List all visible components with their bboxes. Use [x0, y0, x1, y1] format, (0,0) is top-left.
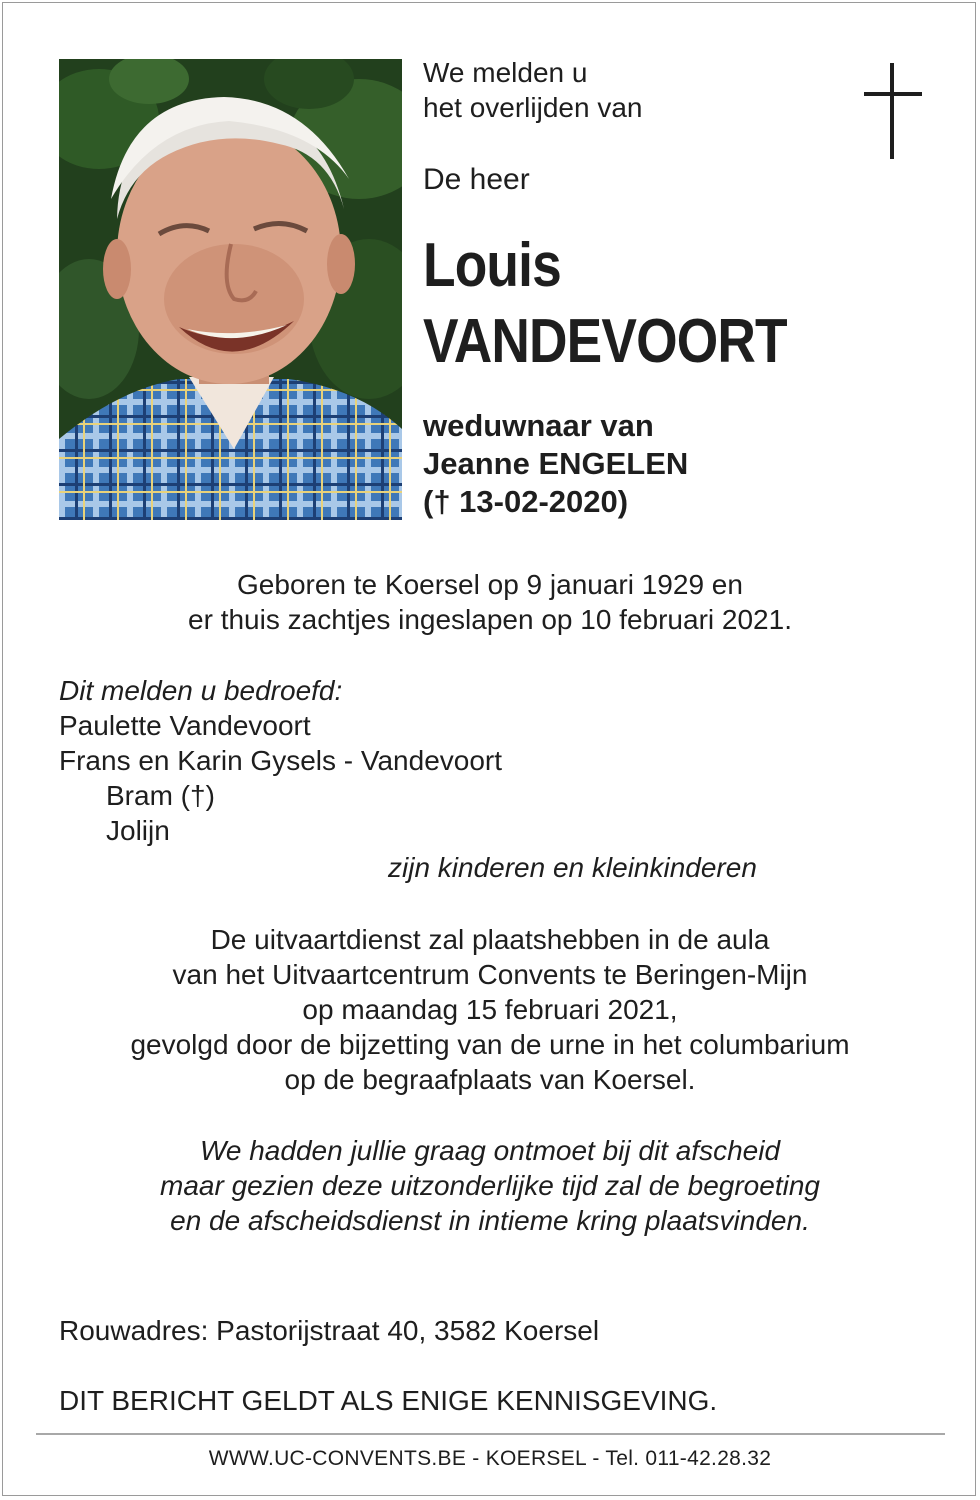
mourners-relation: zijn kinderen en kleinkinderen	[388, 852, 757, 883]
mourners-list	[59, 673, 502, 848]
note-line: en de afscheidsdienst in intieme kring plaatsvinden.	[170, 1205, 810, 1236]
deceased-name	[423, 228, 787, 380]
intro-line: het overlijden van	[423, 92, 643, 123]
mourner-grandchild: Jolijn	[106, 815, 170, 846]
mourner-child: Frans en Karin Gysels - Vandevoort	[59, 745, 503, 776]
spouse-line: weduwnaar van	[423, 408, 654, 443]
footer-divider	[36, 1433, 945, 1435]
spouse-line: († 13-02-2020)	[423, 484, 629, 519]
birth-death-line: Geboren te Koersel op 9 januari 1929 en	[237, 569, 743, 600]
birth-death-line: er thuis zachtjes ingeslapen op 10 februari 2021.	[188, 604, 792, 635]
salutation: De heer	[423, 163, 530, 196]
footer-contact: WWW.UC-CONVENTS.BE - KOERSEL - Tel. 011-42.28.32	[208, 1447, 772, 1470]
first-name: Louis	[423, 231, 561, 300]
note-line: We hadden jullie graag ontmoet bij dit afscheid	[199, 1135, 781, 1166]
mourning-address: Rouwadres: Pastorijstraat 40, 3582 Koersel	[59, 1315, 600, 1346]
intro-line: We melden u	[423, 57, 588, 88]
official-notice: DIT BERICHT GELDT ALS ENIGE KENNISGEVING.	[59, 1385, 718, 1416]
service-line: gevolgd door de bijzetting van de urne in het columbarium	[130, 1029, 850, 1060]
service-details	[0, 922, 980, 1097]
private-ceremony-note	[0, 1133, 980, 1238]
mourner-child: Paulette Vandevoort	[59, 710, 311, 741]
cross-icon	[864, 63, 922, 159]
spouse-info	[423, 407, 688, 521]
spouse-line: Jeanne ENGELEN	[423, 446, 689, 481]
birth-death-text	[0, 567, 980, 637]
intro-text	[423, 55, 642, 125]
service-line: op de begraafplaats van Koersel.	[284, 1064, 696, 1095]
service-line: De uitvaartdienst zal plaatshebben in de aula	[210, 924, 770, 955]
note-line: maar gezien deze uitzonderlijke tijd zal de begroeting	[160, 1170, 820, 1201]
service-line: van het Uitvaartcentrum Convents te Beringen-Mijn	[172, 959, 808, 990]
last-name: VANDEVOORT	[423, 307, 787, 376]
mourners-heading: Dit melden u bedroefd:	[59, 675, 343, 706]
service-line: op maandag 15 februari 2021,	[302, 994, 678, 1025]
mourner-grandchild: Bram (†)	[106, 780, 215, 811]
portrait-photo	[59, 59, 402, 520]
